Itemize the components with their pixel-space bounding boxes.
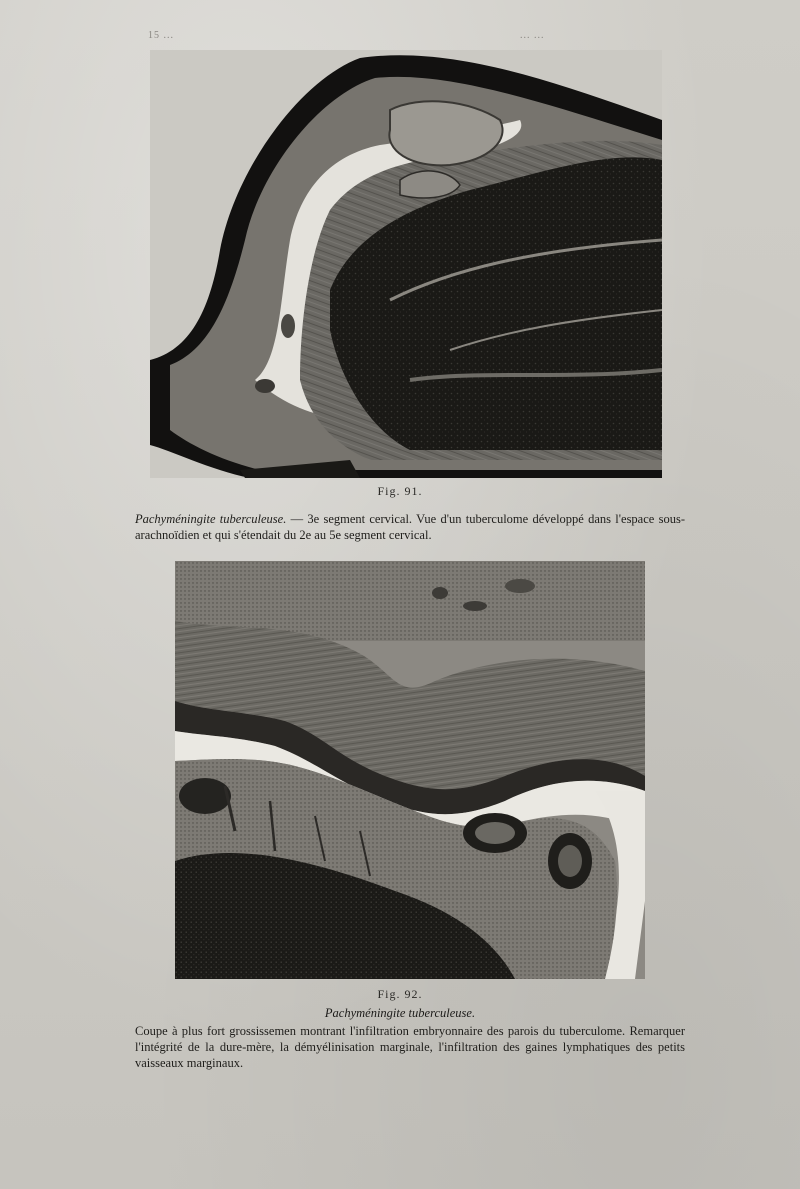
figure-91-caption-text: — 3e segment cervical. Vue d'un tuberculome développé dans l'espace sous-arachnoïdien et qui s'étendait du 2e au 5e segment cervical. xyxy=(135,512,685,542)
running-head-right: ... ... xyxy=(520,30,545,41)
figure-91-caption xyxy=(135,511,685,543)
figure-92-title: Pachyméningite tuberculeuse. xyxy=(324,1006,476,1020)
running-head-left: 15 ... xyxy=(148,30,174,41)
figure-92-number: Fig. 92. xyxy=(377,987,423,1001)
figure-91-micrograph xyxy=(150,50,662,478)
figure-91-number: Fig. 91. xyxy=(377,484,423,498)
figure-92-caption: Coupe à plus fort grossissemen montrant l'infiltration embryonnaire des parois du tuberculome. Remarquer l'intégrité de la dure-mère, la démyélinisation marginale, l'infiltration des gaines lymphatiques des petits vaisseaux marginaux. xyxy=(135,1024,685,1070)
figure-91-title: Pachyméningite tuberculeuse. xyxy=(135,512,287,526)
figure-92-micrograph xyxy=(175,561,645,979)
